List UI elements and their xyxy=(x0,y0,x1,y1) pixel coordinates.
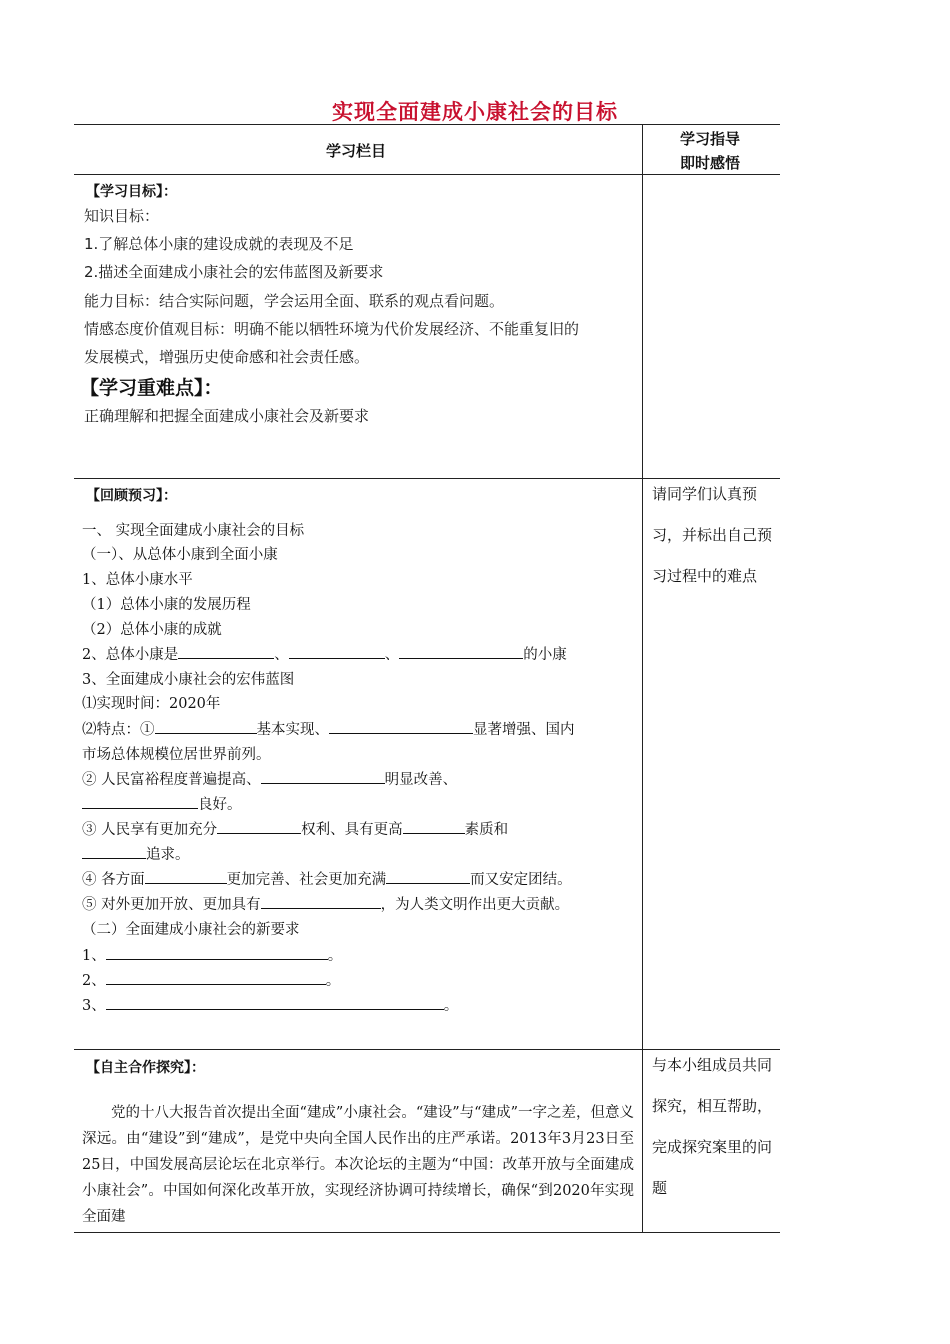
fill-blank[interactable] xyxy=(261,894,381,909)
review-line: 1、 。 xyxy=(82,944,342,965)
knowledge-goal-2: 2.描述全面建成小康社会的宏伟蓝图及新要求 xyxy=(84,263,384,281)
fill-blank[interactable] xyxy=(145,869,227,884)
review-line: ⑴实现时间：2020年 xyxy=(82,696,221,712)
fill-blank[interactable] xyxy=(178,644,274,659)
values-goal-line1: 情感态度价值观目标：明确不能以牺牲环境为代价发展经济、不能重复旧的 xyxy=(84,320,580,338)
review-line: 追求。 xyxy=(82,843,190,864)
table-top-border xyxy=(74,124,780,125)
review-line: 良好。 xyxy=(82,793,242,814)
header-learning-column: 学习栏目 xyxy=(326,142,387,160)
review-line: （1）总体小康的发展历程 xyxy=(82,597,251,613)
review-heading: 【回顾预习】： xyxy=(86,488,177,504)
key-points-heading: 【学习重难点】： xyxy=(80,377,223,399)
fill-blank[interactable] xyxy=(82,844,146,859)
review-line: 市场总体规模位居世界前列。 xyxy=(82,747,271,763)
review-line: 一、 实现全面建成小康社会的目标 xyxy=(82,523,305,539)
fill-blank[interactable] xyxy=(82,794,198,809)
review-line: 1、总体小康水平 xyxy=(82,572,193,588)
explore-paragraph: 党的十八大报告首次提出全面“建成”小康社会。“建设”与“建成”一字之差，但意义深远。由“建设”到“建成”，是党中央向全国人民作出的庄严承诺。2013年3月23日至25日，中国发展高层论坛在北京举行。本次论坛的主题为“中国：改革开放与全面建成小康社会”。中国如何深化改革开放，实现经济协调可持续增长，确保“到2020年实现全面建 xyxy=(82,1105,634,1225)
knowledge-goal-1: 1.了解总体小康的建设成就的表现及不足 xyxy=(84,235,354,253)
fill-blank[interactable] xyxy=(399,644,523,659)
fill-blank[interactable] xyxy=(106,970,326,985)
review-line: （二）全面建成小康社会的新要求 xyxy=(82,922,300,938)
header-bottom-border xyxy=(74,174,780,175)
header-guide-line1: 学习指导 xyxy=(680,130,741,148)
review-line: （2）总体小康的成就 xyxy=(82,622,222,638)
ability-goal: 能力目标：结合实际问题，学会运用全面、联系的观点看问题。 xyxy=(84,292,505,310)
fill-blank[interactable] xyxy=(155,719,257,734)
review-line: ⑤ 对外更加开放、更加具有 ，为人类文明作出更大贡献。 xyxy=(82,893,569,914)
review-line: ② 人民富裕程度普遍提高、 明显改善、 xyxy=(82,768,457,789)
page-title: 实现全面建成小康社会的目标 xyxy=(332,100,618,124)
fill-blank[interactable] xyxy=(403,819,465,834)
values-goal-line2: 发展模式，增强历史使命感和社会责任感。 xyxy=(84,348,370,366)
key-points-text: 正确理解和把握全面建成小康社会及新要求 xyxy=(84,407,370,425)
review-line: （一）、从总体小康到全面小康 xyxy=(82,547,278,563)
explore-guide-note: 与本小组成员共同探究，相互帮助，完成探究案里的问题 xyxy=(652,1056,773,1197)
header-guide-line2: 即时感悟 xyxy=(680,154,741,172)
review-line: 2、总体小康是 、 、 的小康 xyxy=(82,643,567,664)
fill-blank[interactable] xyxy=(329,719,473,734)
fill-blank[interactable] xyxy=(289,644,385,659)
review-line: 3、全面建成小康社会的宏伟蓝图 xyxy=(82,672,295,688)
fill-blank[interactable] xyxy=(217,819,301,834)
column-divider xyxy=(642,124,643,1232)
review-line: ③ 人民享有更加充分 权利、具有更高 素质和 xyxy=(82,818,508,839)
review-line: ④ 各方面 更加完善、社会更加充满 而又安定团结。 xyxy=(82,868,572,889)
review-line: 3、 。 xyxy=(82,994,458,1015)
explore-heading: 【自主合作探究】： xyxy=(86,1060,205,1076)
review-line: 2、 。 xyxy=(82,969,340,990)
knowledge-goal-label: 知识目标： xyxy=(84,207,160,225)
fill-blank[interactable] xyxy=(106,945,328,960)
fill-blank[interactable] xyxy=(386,869,470,884)
review-line: ⑵特点：① 基本实现、 显著增强、国内 xyxy=(82,718,575,739)
table-bottom-border xyxy=(74,1232,780,1233)
goals-heading: 【学习目标】： xyxy=(86,184,177,200)
fill-blank[interactable] xyxy=(106,995,444,1010)
fill-blank[interactable] xyxy=(261,769,385,784)
review-guide-note: 请同学们认真预习，并标出自己预习过程中的难点 xyxy=(652,485,773,585)
